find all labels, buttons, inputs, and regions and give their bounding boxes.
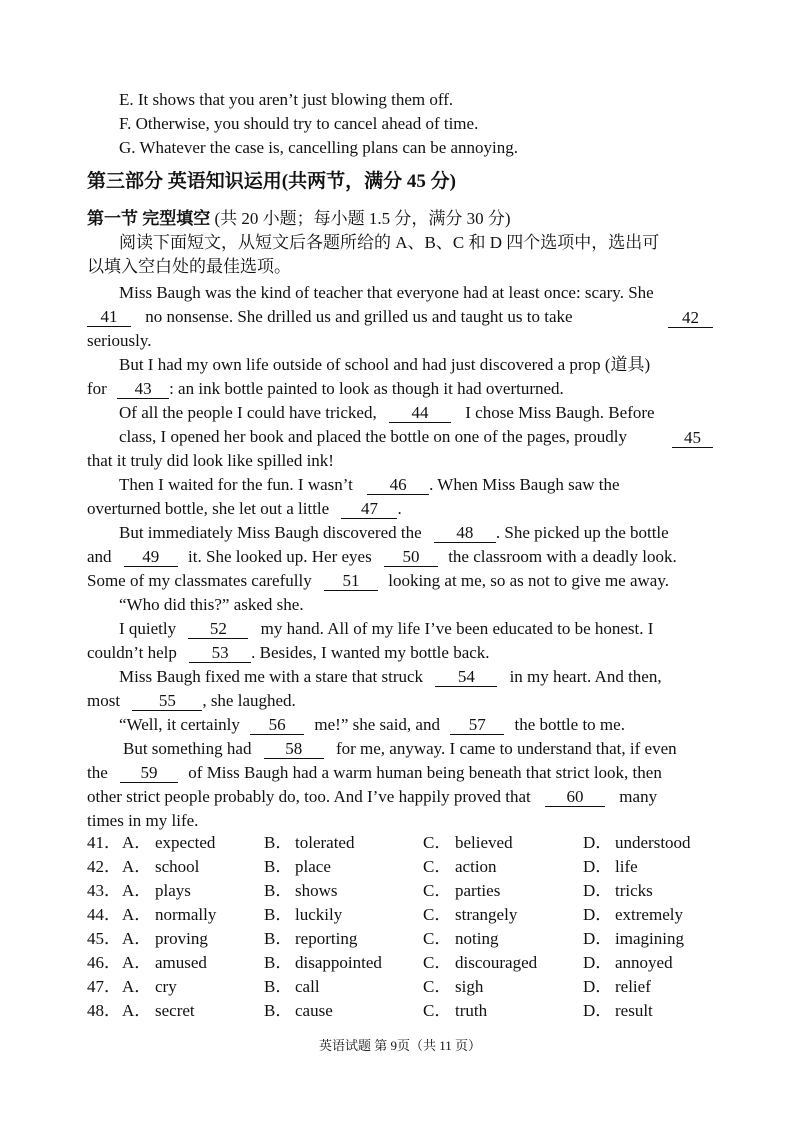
blank-57: 57 [450,715,504,735]
blank-41: 41 [87,307,131,327]
passage-text: me!” she said, and [314,715,440,734]
blank-60: 60 [545,787,605,807]
instructions-line-2: 以填入空白处的最佳选项。 [87,257,291,276]
passage-line [87,497,402,521]
blank-49: 49 [124,547,178,567]
passage-line [119,401,655,425]
option-d-label: D． [583,929,613,948]
option-a-text: amused [155,953,207,972]
option-b-label: B． [264,881,293,900]
option-d-label: D． [583,1001,613,1020]
passage-text: the bottle to me. [514,715,625,734]
option-b-text: disappointed [295,953,382,972]
blank-54: 54 [435,667,497,687]
option-d-label: D． [583,905,613,924]
option-a-text: normally [155,905,217,924]
passage-text: . [397,499,402,518]
option-b-label: B． [264,833,293,852]
passage-line [87,305,573,329]
passage-text: Of all the people I could have tricked, [119,403,377,422]
option-a-label: A． [122,1001,152,1020]
passage-text: for [87,379,107,398]
passage-text: the classroom with a deadly look. [448,547,677,566]
passage-text: I chose Miss Baugh. Before [465,403,655,422]
blank-56: 56 [250,715,304,735]
passage-text: “Well, it certainly [119,715,240,734]
blank-42: 42 [668,308,713,328]
blank-52: 52 [188,619,248,639]
option-c-label: C． [423,857,452,876]
option-a-label: A． [122,953,152,972]
passage-line: Miss Baugh was the kind of teacher that everyone had at least once: scary. She [119,283,654,302]
blank-48: 48 [434,523,496,543]
instructions-line-1: 阅读下面短文，从短文后各题所给的 A、B、C 和 D 四个选项中，选出可 [119,233,660,252]
passage-text: But something had [123,739,252,758]
option-a-text: proving [155,929,208,948]
blank-45: 45 [672,428,713,448]
option-c-label: C． [423,1001,452,1020]
option-f: F. Otherwise, you should try to cancel ahead of time. [119,114,479,133]
passage-line: “Who did this?” asked she. [119,595,304,614]
blank-53: 53 [189,643,251,663]
passage-line [87,569,669,593]
option-c-text: strangely [455,905,518,924]
option-c-text: parties [455,881,501,900]
passage-line [87,761,662,785]
passage-text: of Miss Baugh had a warm human being beneath that strict look, then [188,763,662,782]
question-number: 48． [87,1001,121,1020]
passage-text: and [87,547,112,566]
option-b-label: B． [264,929,293,948]
blank-50: 50 [384,547,438,567]
option-c-label: C． [423,881,452,900]
option-c-label: C． [423,833,452,852]
section1-title: 第一节 完型填空 [87,209,211,228]
option-a-text: plays [155,881,191,900]
question-number: 43． [87,881,121,900]
question-number: 46． [87,953,121,972]
blank-51: 51 [324,571,378,591]
page-footer: 英语试题 第 9页（共 11 页） [318,1038,482,1053]
option-c-label: C． [423,953,452,972]
passage-line [87,377,564,401]
blank-46: 46 [367,475,429,495]
passage-text: , she laughed. [202,691,296,710]
passage-text: Then I waited for the fun. I wasn’t [119,475,353,494]
passage-text: no nonsense. She drilled us and grilled us and taught us to take [145,307,573,326]
option-d-label: D． [583,881,613,900]
option-b-text: reporting [295,929,358,948]
option-c-label: C． [423,905,452,924]
option-d-label: D． [583,953,613,972]
passage-text: . Besides, I wanted my bottle back. [251,643,490,662]
option-a-text: cry [155,977,177,996]
question-number: 42． [87,857,121,876]
section1-info: (共 20 小题；每小题 1.5 分，满分 30 分) [210,209,511,228]
option-d-text: life [615,857,638,876]
passage-line [87,545,677,569]
option-c-label: C． [423,929,452,948]
passage-line [119,665,662,689]
option-a-text: school [155,857,200,876]
option-d-text: imagining [615,929,684,948]
option-b-label: B． [264,857,293,876]
blank-44: 44 [389,403,451,423]
passage-line [119,521,669,545]
option-a-label: A． [122,905,152,924]
option-d-label: D． [583,833,613,852]
blank-59: 59 [120,763,178,783]
passage-line: times in my life. [87,811,199,830]
option-a-label: A． [122,881,152,900]
option-d-text: extremely [615,905,683,924]
passage-text: Miss Baugh fixed me with a stare that struck [119,667,424,686]
passage-text: looking at me, so as not to give me away. [388,571,669,590]
option-c-text: discouraged [455,953,538,972]
passage-line [87,785,657,809]
option-b-text: tolerated [295,833,355,852]
passage-text: I quietly [119,619,177,638]
option-d-label: D． [583,857,613,876]
passage-line: that it truly did look like spilled ink! [87,451,334,470]
option-d-text: understood [615,833,691,852]
option-a-label: A． [122,977,152,996]
option-b-label: B． [264,905,293,924]
passage-line [123,737,677,761]
blank-58: 58 [264,739,324,759]
option-a-text: secret [155,1001,195,1020]
passage-text: the [87,763,108,782]
option-a-label: A． [122,833,152,852]
passage-text: in my heart. And then, [509,667,662,686]
option-d-text: relief [615,977,651,996]
option-b-text: shows [295,881,338,900]
blank-43: 43 [117,379,169,399]
option-a-text: expected [155,833,216,852]
passage-line [119,713,625,737]
question-number: 44． [87,905,121,924]
question-number: 47． [87,977,121,996]
passage-text: Some of my classmates carefully [87,571,312,590]
option-c-text: action [455,857,497,876]
option-b-label: B． [264,977,293,996]
passage-line: seriously. [87,331,152,350]
passage-line [119,473,620,497]
option-g: G. Whatever the case is, cancelling plans can be annoying. [119,138,519,157]
option-d-text: tricks [615,881,653,900]
passage-text: for me, anyway. I came to understand that, if even [335,739,677,758]
option-d-text: annoyed [615,953,673,972]
option-b-label: B． [264,953,293,972]
passage-text: it. She looked up. Her eyes [188,547,372,566]
option-c-text: sigh [455,977,484,996]
option-e: E. It shows that you aren’t just blowing them off. [119,90,454,109]
passage-text: other strict people probably do, too. And I’ve happily proved that [87,787,531,806]
passage-line [87,641,490,665]
part3-title: 第三部分 英语知识运用(共两节，满分 45 分) [87,171,456,192]
option-a-label: A． [122,857,152,876]
option-b-text: call [295,977,320,996]
question-number: 45． [87,929,121,948]
option-a-label: A． [122,929,152,948]
passage-text: my hand. All of my life I’ve been educated to be honest. I [260,619,654,638]
option-d-label: D． [583,977,613,996]
section1-header [87,207,511,231]
passage-text: . When Miss Baugh saw the [429,475,620,494]
passage-line: class, I opened her book and placed the bottle on one of the pages, proudly [119,427,627,446]
passage-line [119,617,653,641]
passage-text: But immediately Miss Baugh discovered the [119,523,422,542]
passage-text: most [87,691,121,710]
passage-text: overturned bottle, she let out a little [87,499,330,518]
option-b-label: B． [264,1001,293,1020]
option-b-text: cause [295,1001,333,1020]
blank-55: 55 [132,691,202,711]
option-c-text: truth [455,1001,488,1020]
passage-text: : an ink bottle painted to look as though it had overturned. [169,379,564,398]
option-b-text: place [295,857,331,876]
passage-line [87,689,296,713]
blank-47: 47 [341,499,397,519]
passage-text: . She picked up the bottle [495,523,669,542]
option-c-label: C． [423,977,452,996]
passage-line: But I had my own life outside of school and had just discovered a prop (道具) [119,355,651,374]
option-b-text: luckily [295,905,343,924]
question-number: 41． [87,833,121,852]
passage-text: couldn’t help [87,643,177,662]
option-c-text: believed [455,833,513,852]
option-c-text: noting [455,929,499,948]
option-d-text: result [615,1001,653,1020]
passage-text: many [619,787,658,806]
